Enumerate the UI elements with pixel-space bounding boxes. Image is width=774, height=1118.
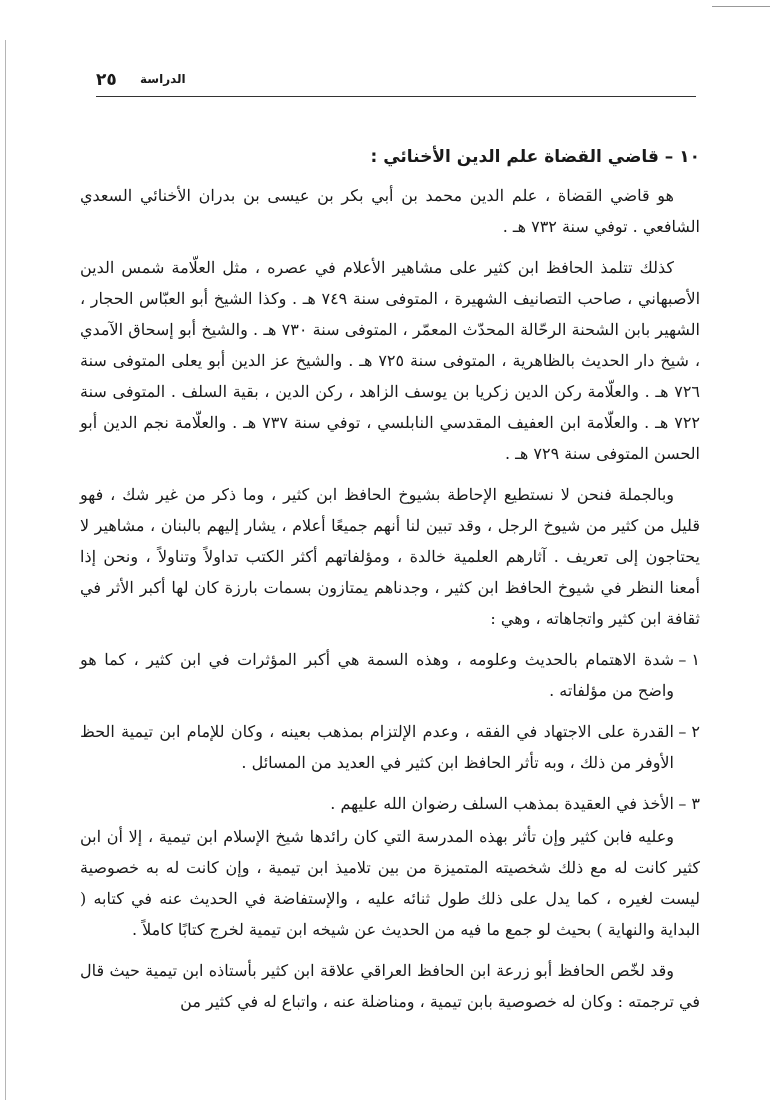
list-number: ٢ – — [678, 722, 701, 741]
abu-zura-paragraph: وقد لخّص الحافظ أبو زرعة ابن الحافظ العراقي علاقة ابن كثير بأستاذه ابن تيمية حيث قال في ترجمته : وكان له خصوصية بابن تيمية ، ومناضلة عنه ، واتباع له في كثير من — [80, 961, 700, 1011]
list-item — [80, 788, 700, 819]
list-item — [80, 716, 700, 778]
biography-paragraph: هو قاضي القضاة ، علم الدين محمد بن أبي بكر بن عيسى بن بدران الأخنائي السعدي الشافعي . توفي سنة ٧٣٢ هـ . — [80, 186, 700, 236]
summary-paragraph: وبالجملة فنحن لا نستطيع الإحاطة بشيوخ الحافظ ابن كثير ، وما ذكر من غير شك ، فهو قليل من كثير من شيوخ الرجل ، وقد تبين لنا أنهم جميعًا أعلام ، يشار إليهم بالبنان ، مشاهير لا يحتاجون إلى تعريف . آثارهم العلمية خالدة ، ومؤلفاتهم أكثر الكتب تداولاً وتناولاً ، ونحن إذا أمعنا النظر في شيوخ الحافظ ابن كثير ، وجدناهم يمتازون بسمات بارزة كان لها أكبر الأثر في ثقافة ابن كثير واتجاهاته ، وهي : — [80, 485, 700, 628]
scan-edge-line-left — [5, 40, 6, 1100]
ibn-taymiyya-paragraph: وعليه فابن كثير وإن تأثر بهذه المدرسة التي كان رائدها شيخ الإسلام ابن تيمية ، إلا أن ابن كثير كانت له مع ذلك شخصيته المتميزة من بين تلاميذ ابن تيمية ، وإن كانت له به خصوصية ليست لغيره ، كما يدل على ذلك طول ثنائه عليه ، والإستفاضة في الحديث عنه في كتابه ( البداية والنهاية ) بحيث لو جمع ما فيه من الحديث عن شيخه ابن تيمية لخرج كتابًا كاملاً . — [80, 827, 701, 939]
list-text: الأخذ في العقيدة بمذهب السلف رضوان الله عليهم . — [330, 794, 674, 813]
page-body — [80, 140, 700, 1021]
list-item — [80, 644, 700, 706]
list-text: شدة الاهتمام بالحديث وعلومه ، وهذه السمة هي أكبر المؤثرات في ابن كثير ، كما هو واضح من مؤلفاته . — [80, 650, 674, 700]
scan-edge-line — [712, 6, 770, 7]
list-number: ١ – — [678, 650, 700, 669]
teachers-paragraph: كذلك تتلمذ الحافظ ابن كثير على مشاهير الأعلام في عصره ، مثل العلّامة شمس الدين الأصبهاني ، صاحب التصانيف الشهيرة ، المتوفى سنة ٧٤٩ هـ . وكذا الشيخ أبو العبّاس الحجار ، الشهير بابن الشحنة الرحّالة المحدّث المعمّر ، المتوفى سنة ٧٣٠ هـ . والشيخ أبو إسحاق الآمدي ، شيخ دار الحديث بالظاهرية ، المتوفى سنة ٧٢٥ هـ . والشيخ عز الدين أبو يعلى المتوفى سنة ٧٢٦ هـ . والعلّامة ركن الدين زكريا بن يوسف الزاهد ، ركن الدين ، بقية السلف . المتوفى سنة ٧٢٢ هـ . والعلّامة ابن العفيف المقدسي النابلسي ، توفي سنة ٧٣٧ هـ . والعلّامة نجم الدين أبو الحسن المتوفى سنة ٧٢٩ هـ . — [80, 258, 701, 463]
header-divider — [96, 96, 696, 97]
list-text: القدرة على الاجتهاد في الفقه ، وعدم الإلتزام بمذهب بعينه ، وكان للإمام ابن تيمية الحظ الأوفر من ذلك ، وبه تأثر الحافظ ابن كثير في العديد من المسائل . — [80, 722, 675, 772]
running-header — [96, 60, 696, 100]
page-number: ٢٥ — [96, 70, 117, 90]
section-heading: ١٠ – قاضي القضاة علم الدين الأخنائي : — [370, 147, 700, 167]
running-title: الدراسة — [140, 72, 186, 86]
list-number: ٣ – — [678, 794, 700, 813]
